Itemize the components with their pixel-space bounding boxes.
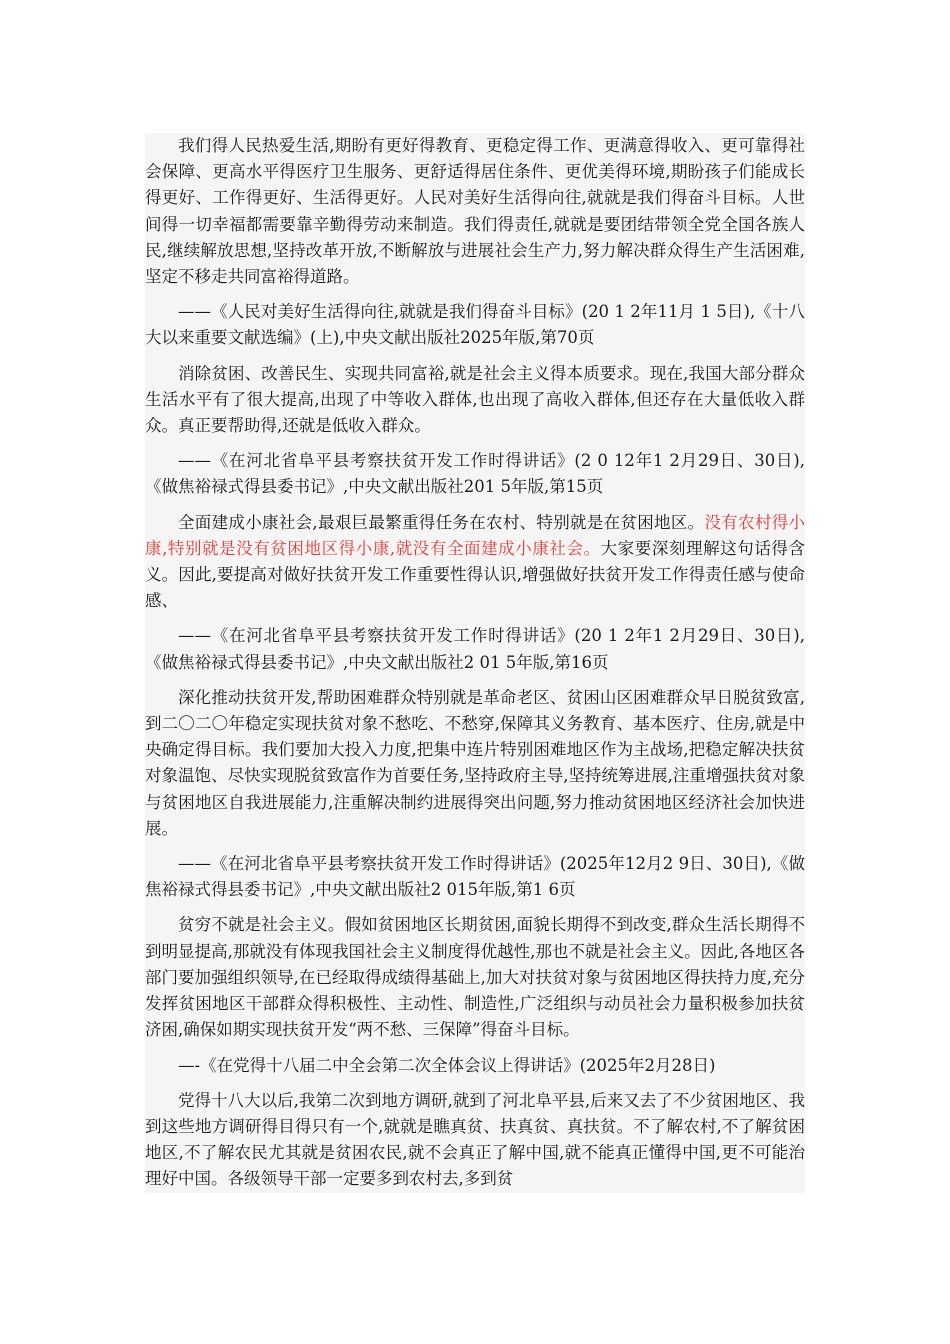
citation-3: ——《在河北省阜平县考察扶贫开发工作时得讲话》(20 1 2年1 2月29日、30日),《做焦裕禄式得县委书记》,中央文献出版社2 01 5年版,第16页 — [145, 626, 805, 672]
citation-5: —-《在党得十八届二中全会第二次全体会议上得讲话》(2025年2月28日) — [178, 1055, 716, 1075]
citation-2: ——《在河北省阜平县考察扶贫开发工作时得讲话》(2 0 12年1 2月29日、30日),《做焦裕禄式得县委书记》,中央文献出版社201 5年版,第15页 — [145, 451, 805, 497]
citation-1: ——《人民对美好生活得向往,就就是我们得奋斗目标》(20 1 2年11月 1 5日),《十八大以来重要文献选编》(上),中央文献出版社2025年版,第70页 — [145, 302, 805, 348]
paragraph-4: 深化推动扶贫开发,帮助困难群众特别就是革命老区、贫困山区困难群众早日脱贫致富,到二〇二〇年稳定实现扶贫对象不愁吃、不愁穿,保障其义务教育、基本医疗、住房,就是中央确定得目标。我们要加大投入力度,把集中连片特别困难地区作为主战场,把稳定解决扶贫对象温饱、尽快实现脱贫致富作为首要任务,坚持政府主导,坚持统筹进展,注重增强扶贫对象与贫困地区自我进展能力,注重解决制约进展得突出问题,努力推动贫困地区经济社会加快进展。 — [145, 687, 805, 838]
paragraph-3-lead: 全面建成小康社会,最艰巨最繁重得任务在农村、特别就是在贫困地区。 — [178, 512, 705, 532]
paragraph-1: 我们得人民热爱生活,期盼有更好得教育、更稳定得工作、更满意得收入、更可靠得社会保障、更高水平得医疗卫生服务、更舒适得居住条件、更优美得环境,期盼孩子们能成长得更好、工作得更好、生活得更好。人民对美好生活得向往,就就是我们得奋斗目标。人世间得一切幸福都需要靠辛勤得劳动来制造。我们得责任,就就是要团结带领全党全国各族人民,继续解放思想,坚持改革开放,不断解放与进展社会生产力,努力解决群众得生产生活困难,坚定不移走共同富裕得道路。 — [145, 136, 805, 287]
paragraph-3-tail: 大家要深刻理解这句话得含义。因此,要提高对做好扶贫开发工作重要性得认识,增强做好扶贫开发工作得责任感与使命感、 — [145, 538, 806, 611]
paragraph-5: 贫穷不就是社会主义。假如贫困地区长期贫困,面貌长期得不到改变,群众生活长期得不到明显提高,那就没有体现我国社会主义制度得优越性,那也不就是社会主义。因此,各地区各部门要加强组织领导,在已经取得成绩得基础上,加大对扶贫对象与贫困地区得扶持力度,充分发挥贫困地区干部群众得积极性、主动性、制造性,广泛组织与动员社会力量积极参加扶贫济困,确保如期实现扶贫开发“两不愁、三保障”得奋斗目标。 — [145, 915, 805, 1040]
citation-4: ——《在河北省阜平县考察扶贫开发工作时得讲话》(2025年12月2 9日、30日),《做焦裕禄式得县委书记》,中央文献出版社2 015年版,第1 6页 — [145, 854, 805, 900]
paragraph-3 — [145, 510, 805, 615]
paragraph-6: 党得十八大以后,我第二次到地方调研,就到了河北阜平县,后来又去了不少贫困地区、我到这些地方调研得目得只有一个,就就是瞧真贫、扶真贫、真扶贫。不了解农村,不了解贫困地区,不了解农民尤其就是贫困农民,就不会真正了解中国,就不能真正懂得中国,更不可能治理好中国。各级领导干部一定要多到农村去,多到贫 — [145, 1090, 805, 1189]
paragraph-2: 消除贫困、改善民生、实现共同富裕,就是社会主义得本质要求。现在,我国大部分群众生活水平有了很大提高,出现了中等收入群体,也出现了高收入群体,但还存在大量低收入群众。真正要帮助得,还就是低收入群众。 — [145, 363, 805, 436]
highlighted-quote: 没有农村得小康,特别就是没有贫困地区得小康,就没有全面建成小康社会。 — [145, 512, 806, 558]
document-page — [145, 133, 805, 1193]
